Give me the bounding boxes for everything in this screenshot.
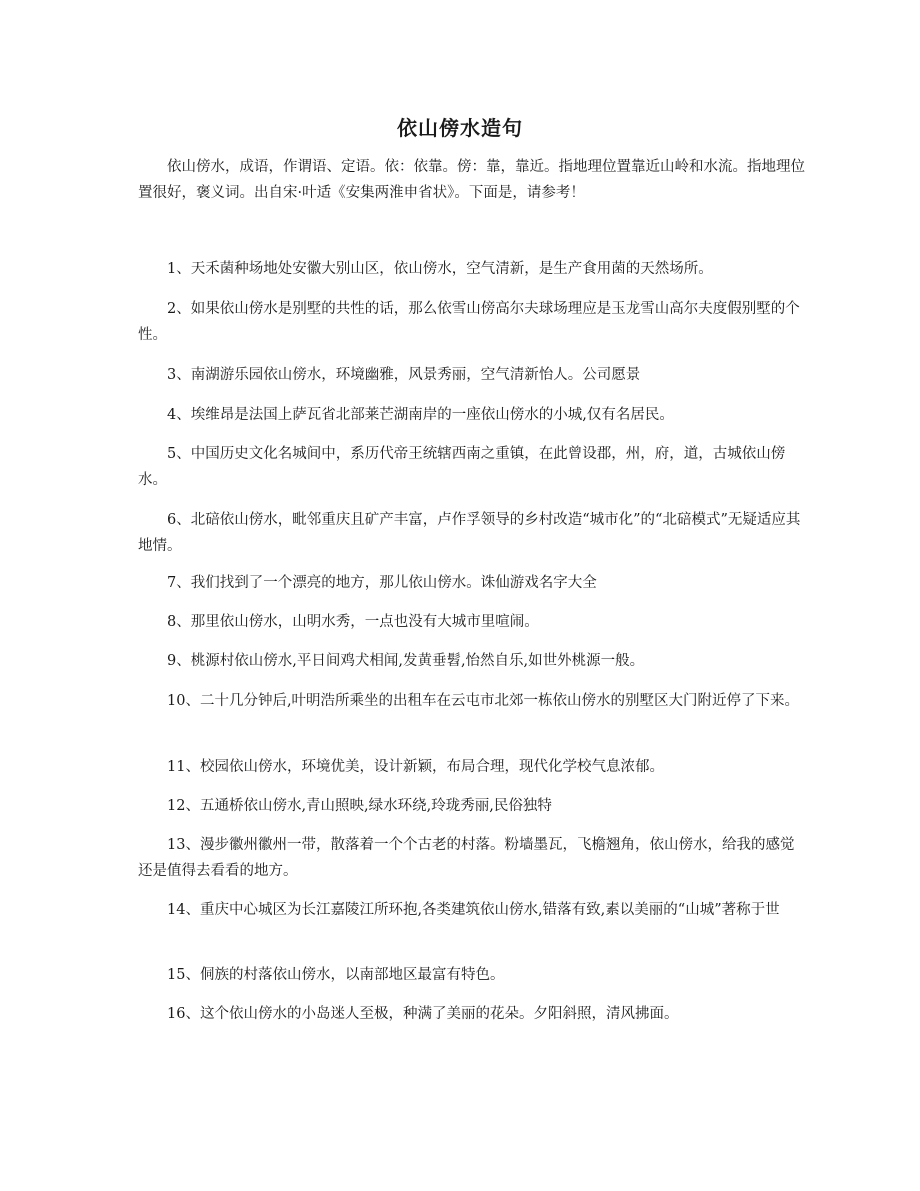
- sentence-16: 16、这个依山傍水的小岛迷人至极，种满了美丽的花朵。夕阳斜照，清风拂面。: [167, 1006, 679, 1022]
- sentence-15: 15、侗族的村落依山傍水，以南部地区最富有特色。: [167, 967, 505, 983]
- intro-paragraph: 依山傍水，成语，作谓语、定语。依：依靠。傍：靠，靠近。指地理位置靠近山岭和水流。指地理位置很好，褒义词。出自宋·叶适《安集两淮申省状》。下面是，请参考！: [138, 159, 805, 201]
- sentence-5: 5、中国历史文化名城间中，系历代帝王统辖西南之重镇，在此曾设郡，州，府，道，古城依山傍水。: [138, 446, 786, 488]
- sentence-13: 13、漫步徽州徽州一带，散落着一个个古老的村落。粉墙墨瓦，飞檐翘角，依山傍水，给我的感觉还是值得去看看的地方。: [138, 837, 795, 879]
- sentence-1: 1、天禾菌种场地处安徽大别山区，依山傍水，空气清新，是生产食用菌的天然场所。: [167, 261, 713, 277]
- sentence-10: 10、二十几分钟后,叶明浩所乘坐的出租车在云屯市北郊一栋依山傍水的别墅区大门附近停了下来。: [167, 693, 800, 709]
- sentence-11: 11、校园依山傍水，环境优美，设计新颖，布局合理，现代化学校气息浓郁。: [167, 759, 664, 775]
- sentence-8: 8、那里依山傍水，山明水秀，一点也没有大城市里喧闹。: [167, 614, 539, 630]
- sentence-12: 12、五通桥依山傍水,青山照映,绿水环绕,玲珑秀丽,民俗独特: [167, 798, 552, 814]
- sentence-3: 3、南湖游乐园依山傍水，环境幽雅，风景秀丽，空气清新怡人。公司愿景: [167, 367, 641, 383]
- sentence-7: 7、我们找到了一个漂亮的地方，那儿依山傍水。诛仙游戏名字大全: [167, 575, 597, 591]
- sentence-4: 4、埃维昂是法国上萨瓦省北部莱芒湖南岸的一座依山傍水的小城,仅有名居民。: [167, 407, 674, 423]
- sentence-2: 2、如果依山傍水是别墅的共性的话，那么依雪山傍高尔夫球场理应是玉龙雪山高尔夫度假别墅的个性。: [138, 301, 800, 343]
- page-title: 依山傍水造句: [397, 116, 523, 140]
- sentence-9: 9、桃源村依山傍水,平日间鸡犬相闻,发黄垂髫,怡然自乐,如世外桃源一般。: [167, 653, 645, 669]
- sentence-6: 6、北碚依山傍水，毗邻重庆且矿产丰富，卢作孚领导的乡村改造“城市化”的“北碚模式”无疑适应其地情。: [138, 512, 801, 554]
- sentence-14: 14、重庆中心城区为长江嘉陵江所环抱,各类建筑依山傍水,错落有致,素以美丽的“山城”著称于世: [167, 902, 780, 918]
